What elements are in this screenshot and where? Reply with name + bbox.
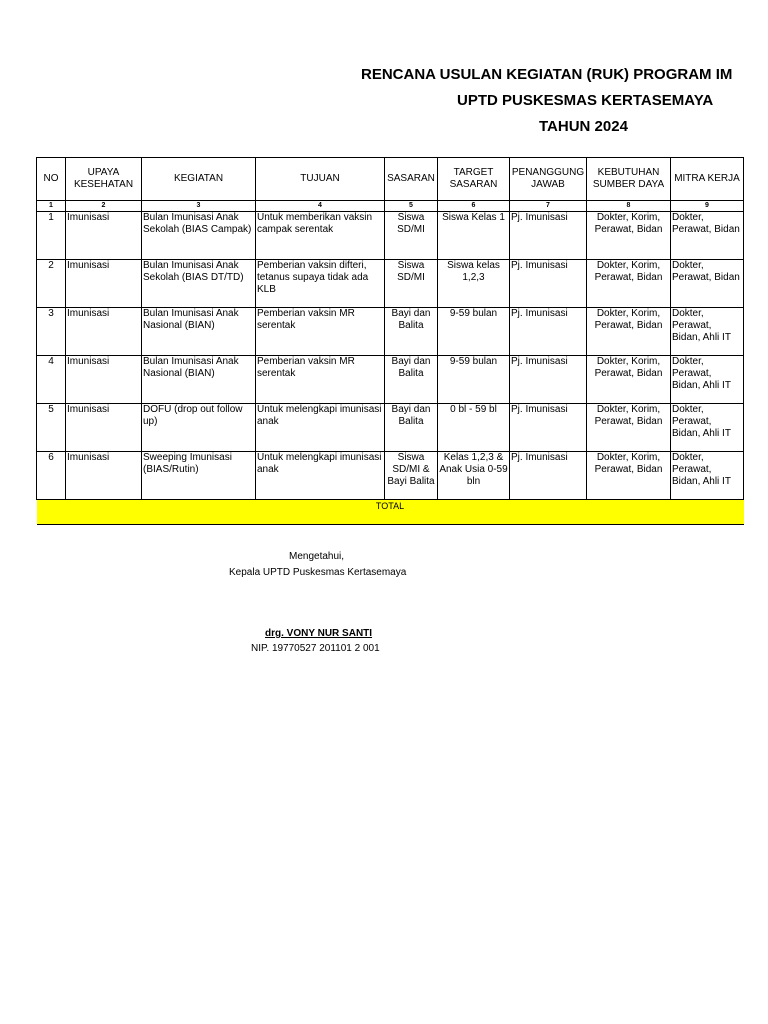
ruk-table <box>36 157 744 525</box>
header-kegiatan: KEGIATAN <box>142 158 256 201</box>
cell-kebutuhan: Dokter, Korim, Perawat, Bidan <box>587 356 671 404</box>
cell-upaya: Imunisasi <box>66 404 142 452</box>
cell-no: 3 <box>37 308 66 356</box>
column-number: 5 <box>385 201 438 212</box>
cell-upaya: Imunisasi <box>66 260 142 308</box>
cell-kegiatan: Bulan Imunisasi Anak Nasional (BIAN) <box>142 308 256 356</box>
cell-sasaran: Siswa SD/MI <box>385 212 438 260</box>
header-no: NO <box>37 158 66 201</box>
cell-target: 9-59 bulan <box>438 356 510 404</box>
cell-mitra: Dokter, Perawat, Bidan, Ahli IT <box>671 356 744 404</box>
column-number: 7 <box>510 201 587 212</box>
table-row <box>37 260 744 308</box>
header-penanggung-jawab: PENANGGUNG JAWAB <box>510 158 587 201</box>
cell-target: Siswa Kelas 1 <box>438 212 510 260</box>
cell-no: 6 <box>37 452 66 500</box>
total-row <box>37 500 744 525</box>
cell-mitra: Dokter, Perawat, Bidan <box>671 212 744 260</box>
cell-mitra: Dokter, Perawat, Bidan <box>671 260 744 308</box>
cell-sasaran: Siswa SD/MI & Bayi Balita <box>385 452 438 500</box>
cell-kebutuhan: Dokter, Korim, Perawat, Bidan <box>587 308 671 356</box>
column-number: 9 <box>671 201 744 212</box>
column-number: 2 <box>66 201 142 212</box>
cell-target: 0 bl - 59 bl <box>438 404 510 452</box>
document-subtitle: UPTD PUSKESMAS KERTASEMAYA <box>457 92 714 109</box>
cell-tujuan: Untuk melengkapi imunisasi anak <box>256 452 385 500</box>
cell-kebutuhan: Dokter, Korim, Perawat, Bidan <box>587 212 671 260</box>
cell-tujuan: Pemberian vaksin MR serentak <box>256 356 385 404</box>
cell-no: 1 <box>37 212 66 260</box>
cell-upaya: Imunisasi <box>66 308 142 356</box>
header-upaya-kesehatan: UPAYA KESEHATAN <box>66 158 142 201</box>
column-number: 4 <box>256 201 385 212</box>
header-sasaran: SASARAN <box>385 158 438 201</box>
header-tujuan: TUJUAN <box>256 158 385 201</box>
total-label: TOTAL <box>37 500 744 525</box>
cell-penanggung-jawab: Pj. Imunisasi <box>510 452 587 500</box>
document-title: RENCANA USULAN KEGIATAN (RUK) PROGRAM IM <box>361 66 733 83</box>
cell-upaya: Imunisasi <box>66 356 142 404</box>
document-year: TAHUN 2024 <box>539 118 628 135</box>
column-number: 1 <box>37 201 66 212</box>
signature-nip: NIP. 19770527 201101 2 001 <box>251 643 380 654</box>
cell-sasaran: Bayi dan Balita <box>385 356 438 404</box>
cell-penanggung-jawab: Pj. Imunisasi <box>510 260 587 308</box>
header-target-sasaran: TARGET SASARAN <box>438 158 510 201</box>
table-row <box>37 308 744 356</box>
column-number: 8 <box>587 201 671 212</box>
cell-kebutuhan: Dokter, Korim, Perawat, Bidan <box>587 404 671 452</box>
cell-kebutuhan: Dokter, Korim, Perawat, Bidan <box>587 452 671 500</box>
cell-tujuan: Untuk memberikan vaksin campak serentak <box>256 212 385 260</box>
header-kebutuhan-sumber-daya: KEBUTUHAN SUMBER DAYA <box>587 158 671 201</box>
table-header-row <box>37 158 744 201</box>
cell-tujuan: Pemberian vaksin MR serentak <box>256 308 385 356</box>
cell-no: 2 <box>37 260 66 308</box>
cell-mitra: Dokter, Perawat, Bidan, Ahli IT <box>671 404 744 452</box>
cell-upaya: Imunisasi <box>66 212 142 260</box>
table-row <box>37 404 744 452</box>
cell-penanggung-jawab: Pj. Imunisasi <box>510 212 587 260</box>
cell-tujuan: Untuk melengkapi imunisasi anak <box>256 404 385 452</box>
table-row <box>37 212 744 260</box>
cell-mitra: Dokter, Perawat, Bidan, Ahli IT <box>671 308 744 356</box>
cell-penanggung-jawab: Pj. Imunisasi <box>510 356 587 404</box>
signature-name: drg. VONY NUR SANTI <box>265 628 373 639</box>
cell-mitra: Dokter, Perawat, Bidan, Ahli IT <box>671 452 744 500</box>
signature-acknowledge: Mengetahui, <box>289 551 345 562</box>
cell-kegiatan: Bulan Imunisasi Anak Sekolah (BIAS Campak) <box>142 212 256 260</box>
column-number: 6 <box>438 201 510 212</box>
cell-no: 5 <box>37 404 66 452</box>
cell-sasaran: Siswa SD/MI <box>385 260 438 308</box>
cell-target: Siswa kelas 1,2,3 <box>438 260 510 308</box>
column-number-row <box>37 201 744 212</box>
cell-kegiatan: Bulan Imunisasi Anak Sekolah (BIAS DT/TD) <box>142 260 256 308</box>
cell-tujuan: Pemberian vaksin difteri, tetanus supaya tidak ada KLB <box>256 260 385 308</box>
cell-sasaran: Bayi dan Balita <box>385 404 438 452</box>
cell-kebutuhan: Dokter, Korim, Perawat, Bidan <box>587 260 671 308</box>
cell-penanggung-jawab: Pj. Imunisasi <box>510 404 587 452</box>
cell-upaya: Imunisasi <box>66 452 142 500</box>
cell-target: 9-59 bulan <box>438 308 510 356</box>
table-row <box>37 356 744 404</box>
cell-kegiatan: Bulan Imunisasi Anak Nasional (BIAN) <box>142 356 256 404</box>
cell-kegiatan: DOFU (drop out follow up) <box>142 404 256 452</box>
cell-kegiatan: Sweeping Imunisasi (BIAS/Rutin) <box>142 452 256 500</box>
cell-sasaran: Bayi dan Balita <box>385 308 438 356</box>
signature-position: Kepala UPTD Puskesmas Kertasemaya <box>229 567 407 578</box>
cell-target: Kelas 1,2,3 & Anak Usia 0-59 bln <box>438 452 510 500</box>
column-number: 3 <box>142 201 256 212</box>
cell-penanggung-jawab: Pj. Imunisasi <box>510 308 587 356</box>
table-row <box>37 452 744 500</box>
header-mitra-kerja: MITRA KERJA <box>671 158 744 201</box>
cell-no: 4 <box>37 356 66 404</box>
